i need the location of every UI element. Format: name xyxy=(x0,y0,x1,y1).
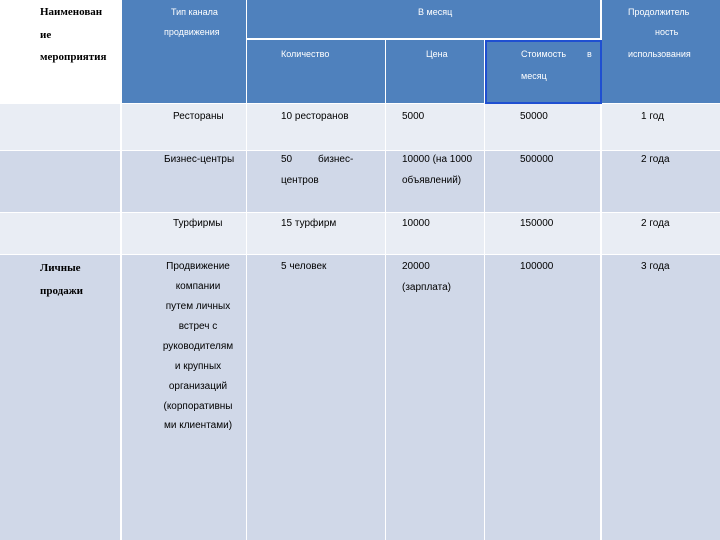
header-name-line1: Наименован xyxy=(40,6,103,18)
grid-line xyxy=(246,38,602,40)
row4-name-line1: Личные xyxy=(40,262,81,274)
row3-cost: 150000 xyxy=(520,218,554,229)
header-duration-line3: использования xyxy=(628,49,691,59)
row4-cost: 100000 xyxy=(520,261,554,272)
header-quantity: Количество xyxy=(281,49,330,59)
row2-channel: Бизнес-центры xyxy=(164,154,235,165)
grid-line xyxy=(0,212,720,213)
row4-channel-line4: встреч с xyxy=(178,321,218,332)
row4-channel-line3: путем личных xyxy=(165,301,231,312)
table-row-3 xyxy=(0,212,720,254)
row2-duration: 2 года xyxy=(641,154,670,165)
row2-qty-line1: 50 xyxy=(281,154,293,165)
row1-channel: Рестораны xyxy=(173,111,224,122)
header-duration-line1: Продолжитель xyxy=(628,7,690,17)
header-cost-line2: в xyxy=(587,49,592,59)
row4-name-line2: продажи xyxy=(40,285,84,297)
row3-price: 10000 xyxy=(402,218,430,229)
table-row-1 xyxy=(0,104,720,150)
grid-line xyxy=(484,40,485,540)
row4-channel-line5: руководителям xyxy=(162,341,234,352)
row4-channel-line7: организаций xyxy=(168,381,228,392)
header-cost-line1: Стоимость xyxy=(521,49,567,59)
row4-qty: 5 человек xyxy=(281,261,327,272)
row4-price-line2: (зарплата) xyxy=(402,282,451,293)
header-name-line3: мероприятия xyxy=(40,51,107,63)
row4-channel-line1: Продвижение xyxy=(166,261,230,272)
row1-cost: 50000 xyxy=(520,111,548,122)
row3-channel: Турфирмы xyxy=(173,218,223,229)
row2-qty-line3: центров xyxy=(281,175,319,186)
header-cell-name xyxy=(0,0,120,104)
row4-channel-line8: (корпоративны xyxy=(163,401,233,412)
grid-line xyxy=(385,40,386,540)
header-group-monthly: В месяц xyxy=(418,7,453,17)
grid-line xyxy=(120,0,122,540)
header-price: Цена xyxy=(426,49,448,59)
header-name-line2: ие xyxy=(40,29,52,41)
row4-channel-line6: и крупных xyxy=(174,361,222,372)
table-row-2 xyxy=(0,150,720,212)
row4-channel-line9: ми клиентами) xyxy=(163,420,233,431)
grid-line xyxy=(600,0,602,540)
header-cost-line3: месяц xyxy=(521,71,547,81)
row1-price: 5000 xyxy=(402,111,425,122)
row1-duration: 1 год xyxy=(641,111,664,122)
grid-line xyxy=(0,254,720,255)
row4-duration: 3 года xyxy=(641,261,670,272)
header-channel-line2: продвижения xyxy=(164,27,220,37)
header-duration-line2: ность xyxy=(655,27,679,37)
row1-qty: 10 ресторанов xyxy=(281,111,349,122)
row4-price-line1: 20000 xyxy=(402,261,430,272)
row3-duration: 2 года xyxy=(641,218,670,229)
header-channel-line1: Тип канала xyxy=(171,7,218,17)
grid-line xyxy=(246,0,247,540)
row3-qty: 15 турфирм xyxy=(281,218,337,229)
table-row-4 xyxy=(0,254,720,540)
grid-line xyxy=(0,103,720,104)
row2-price-line1: 10000 (на 1000 xyxy=(402,154,473,165)
row4-channel-line2: компании xyxy=(175,281,221,292)
row2-price-line2: объявлений) xyxy=(402,175,462,186)
row2-cost: 500000 xyxy=(520,154,554,165)
grid-line xyxy=(0,150,720,151)
row2-qty-line2: бизнес- xyxy=(318,154,354,165)
